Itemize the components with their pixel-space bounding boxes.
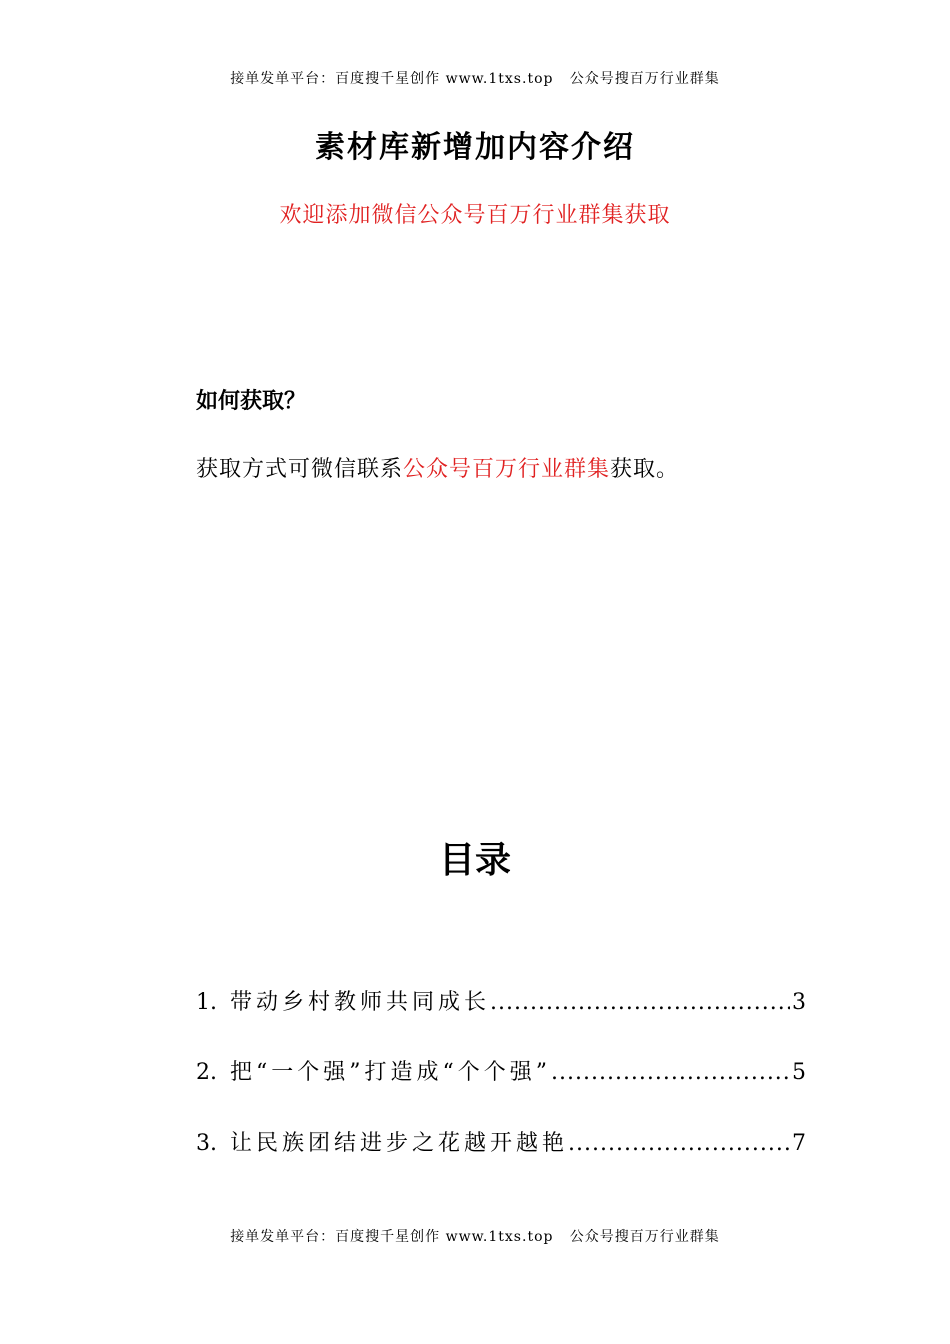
toc-item-title: 带动乡村教师共同成长 bbox=[230, 990, 491, 1015]
toc-item[interactable] bbox=[196, 1126, 806, 1157]
toc-item[interactable] bbox=[196, 1055, 806, 1086]
toc-item-title: 让民族团结进步之花越开越艳 bbox=[230, 1131, 569, 1156]
page-header: 接单发单平台：百度搜千星创作 www.1txs.top 公众号搜百万行业群集 bbox=[230, 71, 720, 87]
howto-suffix: 获取。 bbox=[610, 457, 680, 482]
toc-item-page: 3 bbox=[792, 990, 806, 1015]
howto-prefix: 获取方式可微信联系 bbox=[196, 457, 404, 482]
howto-heading: 如何获取？ bbox=[196, 388, 307, 414]
toc-heading: 目录 bbox=[438, 839, 511, 881]
toc-item-number: 2. bbox=[196, 1060, 217, 1085]
toc-item-number: 3. bbox=[196, 1131, 217, 1156]
toc-item-number: 1. bbox=[196, 990, 217, 1015]
toc-item[interactable] bbox=[196, 985, 806, 1016]
toc-leader-dots bbox=[568, 1131, 790, 1156]
toc-item-page: 7 bbox=[792, 1131, 806, 1156]
howto-text bbox=[196, 452, 679, 483]
page-footer: 接单发单平台：百度搜千星创作 www.1txs.top 公众号搜百万行业群集 bbox=[230, 1229, 720, 1245]
toc-leader-dots bbox=[551, 1060, 790, 1085]
toc-leader-dots bbox=[490, 990, 790, 1015]
document-subtitle: 欢迎添加微信公众号百万行业群集获取 bbox=[279, 203, 671, 228]
toc-item-title: 把“一个强”打造成“个个强” bbox=[230, 1060, 551, 1085]
document-title: 素材库新增加内容介绍 bbox=[315, 130, 635, 165]
howto-highlight: 公众号百万行业群集 bbox=[403, 457, 611, 482]
toc-item-page: 5 bbox=[792, 1060, 806, 1085]
